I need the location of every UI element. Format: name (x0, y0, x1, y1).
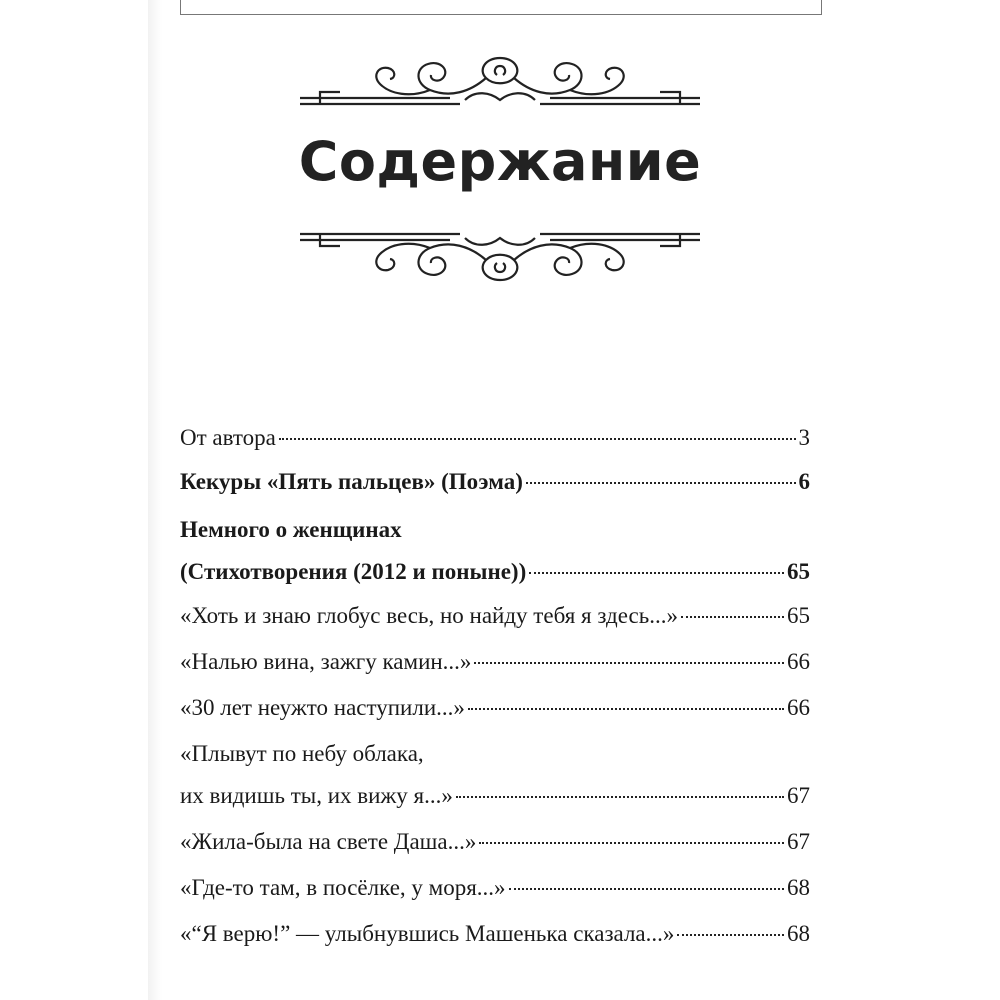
toc-entry-title: От автора (180, 425, 276, 450)
toc-entry-title: «Налью вина, зажгу камин...» (180, 649, 472, 674)
toc-entry-title: «Жила-была на свете Даша...» (180, 829, 477, 854)
top-frame-rule (180, 0, 822, 15)
dot-leader (479, 842, 784, 844)
dot-leader (509, 888, 784, 890)
toc-entry-title: (Стихотворения (2012 и поныне)) (180, 559, 527, 584)
page-title: Содержание (298, 130, 702, 193)
toc-entry (180, 781, 810, 811)
toc-entry (180, 601, 810, 631)
toc-entry-title: «“Я верю!” — улыбнувшись Машенька сказала...» (180, 921, 675, 946)
toc-page-number: 3 (798, 425, 810, 450)
toc-entry (180, 467, 810, 497)
dot-leader (677, 934, 784, 936)
toc-entry (180, 873, 810, 903)
toc-entry-title: Кекуры «Пять пальцев» (Поэма) (180, 469, 523, 494)
toc-page-number: 65 (787, 559, 810, 584)
toc-page-number: 68 (787, 875, 810, 900)
dot-leader (279, 438, 796, 440)
toc-page-number: 66 (787, 649, 810, 674)
top-ornament (300, 48, 700, 108)
toc-entry-title: их видишь ты, их вижу я...» (180, 783, 453, 808)
toc-entry-title-line1: «Плывут по небу облака, (180, 741, 424, 766)
toc-entry (180, 647, 810, 677)
dot-leader (529, 572, 784, 574)
toc-entry-title: «Хоть и знаю глобус весь, но найду тебя я здесь...» (180, 603, 678, 628)
toc-entry (180, 557, 810, 587)
bottom-ornament (300, 230, 700, 290)
toc-entry-title: «30 лет неужто наступили...» (180, 695, 465, 720)
toc-page-number: 6 (798, 469, 810, 494)
toc-entry (180, 919, 810, 949)
toc-page-number: 67 (787, 783, 810, 808)
toc-entry (180, 827, 810, 857)
dot-leader (681, 616, 784, 618)
table-of-contents (180, 423, 810, 963)
toc-entry (180, 423, 810, 453)
toc-page-number: 67 (787, 829, 810, 854)
dot-leader (468, 708, 784, 710)
dot-leader (474, 662, 784, 664)
dot-leader (456, 796, 784, 798)
toc-entry-title-line1: Немного о женщинах (180, 517, 402, 542)
toc-page-number: 68 (787, 921, 810, 946)
dot-leader (526, 482, 796, 484)
toc-page-number: 65 (787, 603, 810, 628)
toc-entry-title: «Где-то там, в посёлке, у моря...» (180, 875, 506, 900)
toc-page-number: 66 (787, 695, 810, 720)
toc-entry (180, 693, 810, 723)
